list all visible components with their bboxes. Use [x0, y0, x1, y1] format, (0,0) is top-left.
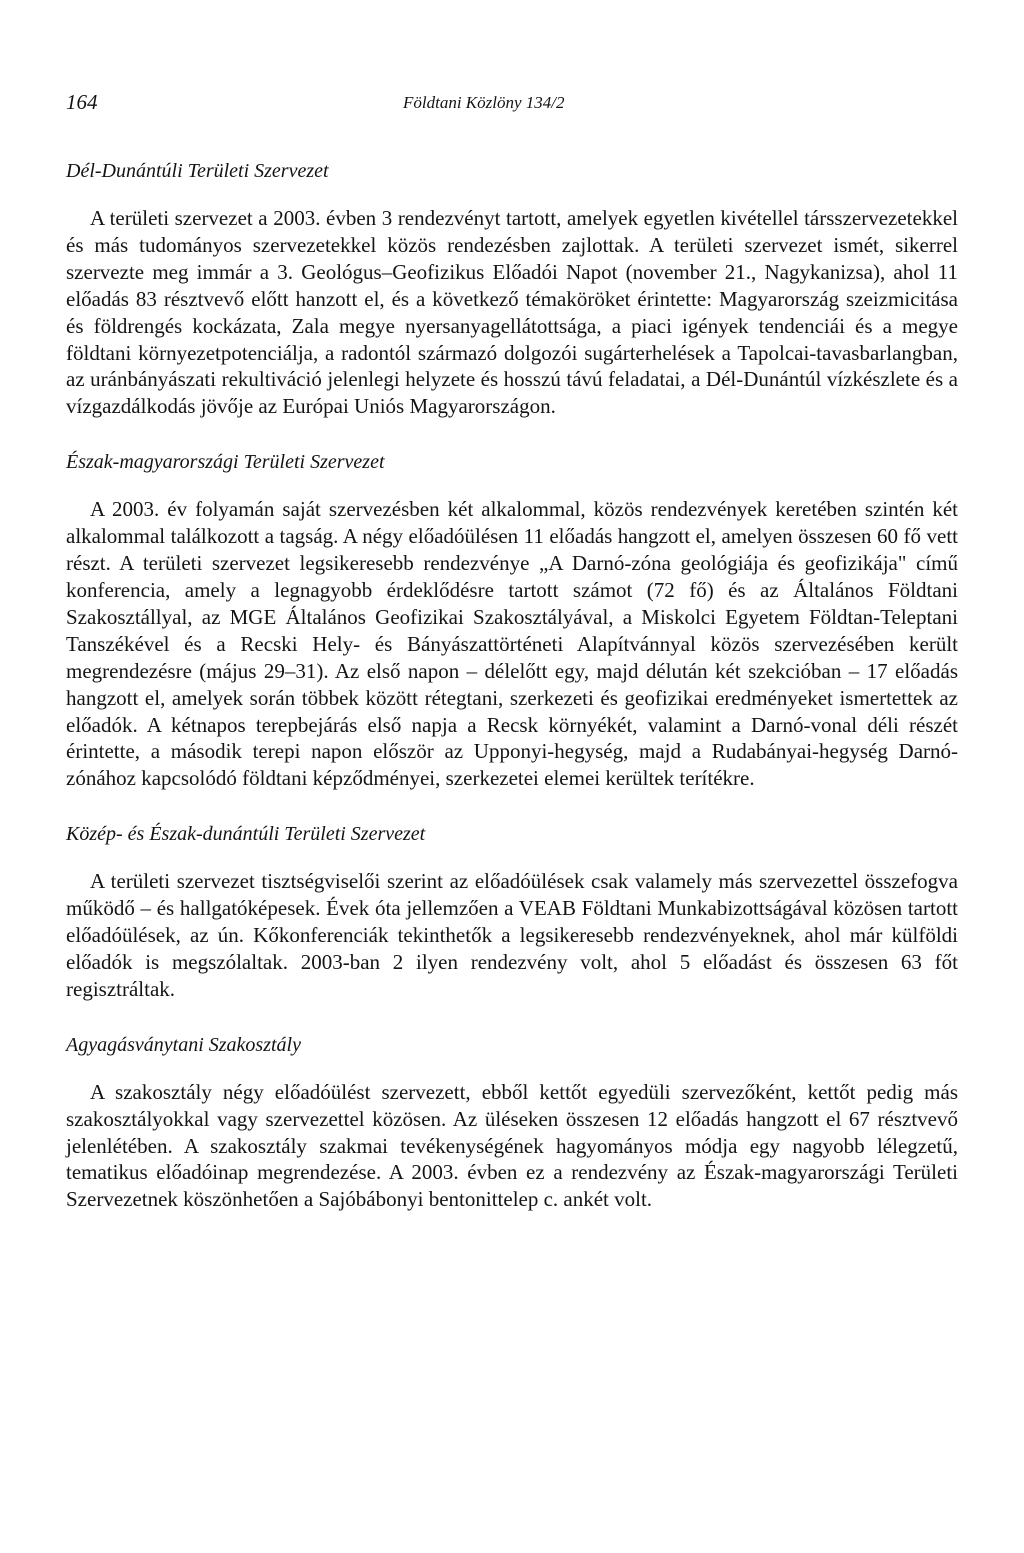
section-paragraph: A területi szervezet a 2003. évben 3 rendezvényt tartott, amelyek egyetlen kivétellel társszervezetekkel és más tudományos szervezetekkel közös rendezésben zajlottak. A területi szervezet ismét, sikerrel szervezte meg immár a 3. Geológus–Geofizikus Előadói Napot (november 21., Nagykanizsa), ahol 11 előadás 83 résztvevő előtt hanzott el, és a következő témaköröket érintette: Magyarország szeizmicitása és földrengés kockázata, Zala megye nyersanyagellátottsága, a piaci igények tendenciái és a megye földtani környezetpotenciálja, a radontól származó dolgozói sugárterhelések a Tapolcai-tavasbarlangban, az uránbányászati rekultiváció jelenlegi helyzete és hosszú távú feladatai, a Dél-Dunántúl vízkészlete és a vízgazdálkodás jövője az Európai Uniós Magyarországon. [66, 206, 958, 419]
document-page [66, 0, 958, 1553]
article-content [66, 158, 958, 1242]
section-eszak-magyarorszagi [66, 449, 958, 792]
page-number: 164 [66, 90, 98, 114]
section-heading: Közép- és Észak-dunántúli Területi Szervezet [66, 823, 426, 846]
section-paragraph: A területi szervezet tisztségviselői szerint az előadóülések csak valamely más szervezettel összefogva működő – és hallgatóképesek. Évek óta jellemzően a VEAB Földtani Munkabizottságával közösen tartott előadóülések, az ún. Kőkonferenciák tekinthetők a legsikeresebb rendezvényeknek, ahol már külföldi előadók is megszólaltak. 2003-ban 2 ilyen rendezvény volt, ahol 5 előadást és összesen 63 főt regisztráltak. [66, 869, 958, 1001]
section-heading: Észak-magyarországi Területi Szervezet [66, 451, 385, 474]
section-del-dunantuli [66, 158, 958, 420]
section-paragraph: A szakosztály négy előadóülést szervezett, ebből kettőt egyedüli szervezőként, kettőt pedig más szakosztályokkal vagy szervezettel közösen. Az üléseken összesen 12 előadás hangzott el 67 résztvevő jelenlétében. A szakosztály szakmai tevékenységének hagyományos módja egy nagyobb lélegzetű, tematikus előadóinap megrendezése. A 2003. évben ez a rendezvény az Észak-magyarországi Területi Szervezetnek köszönhetően a Sajóbábonyi bentonittelep c. ankét volt. [66, 1079, 958, 1212]
journal-title: Földtani Közlöny 134/2 [403, 93, 565, 112]
running-header [66, 90, 958, 120]
section-heading: Dél-Dunántúli Területi Szervezet [66, 160, 329, 182]
section-paragraph: A 2003. év folyamán saját szervezésben két alkalommal, közös rendezvények keretében szintén két alkalommal találkozott a tagság. A négy előadóülésen 11 előadás hangzott el, amelyen összesen 60 fő vett részt. A területi szervezet legsikeresebb rendezvénye „A Darnó-zóna geológiája és geofizikája" című konferencia, amely a legnagyobb érdeklődésre tartott számot (72 fő) és az Általános Földtani Szakosztállyal, az MGE Általános Geofizikai Szakosztályával, a Miskolci Egyetem Földtan-Teleptani Tanszékével és a Recski Hely- és Bányászattörténeti Alapítvánnyal közös szervezésében került megrendezésre (május 29–31). Az első napon – délelőtt egy, majd délután két szekcióban – 17 előadás hangzott el, amelyek során többek között rétegtani, szerkezeti és geofizikai eredményeket ismertettek az előadók. A kétnapos terepbejárás első napja a Recsk környékét, valamint a Darnó-vonal déli részét érintette, a második terepi napon először az Upponyi-hegység, majd a Rudabányai-hegység Darnó-zónához kapcsolódó földtani képződményei, szerkezetei elemei kerültek terítékre. [66, 497, 958, 791]
section-kozep-es-eszak-dunantuli [66, 821, 958, 1003]
section-heading: Agyagásványtani Szakosztály [66, 1033, 301, 1056]
section-agyagasvanytani [66, 1032, 958, 1214]
